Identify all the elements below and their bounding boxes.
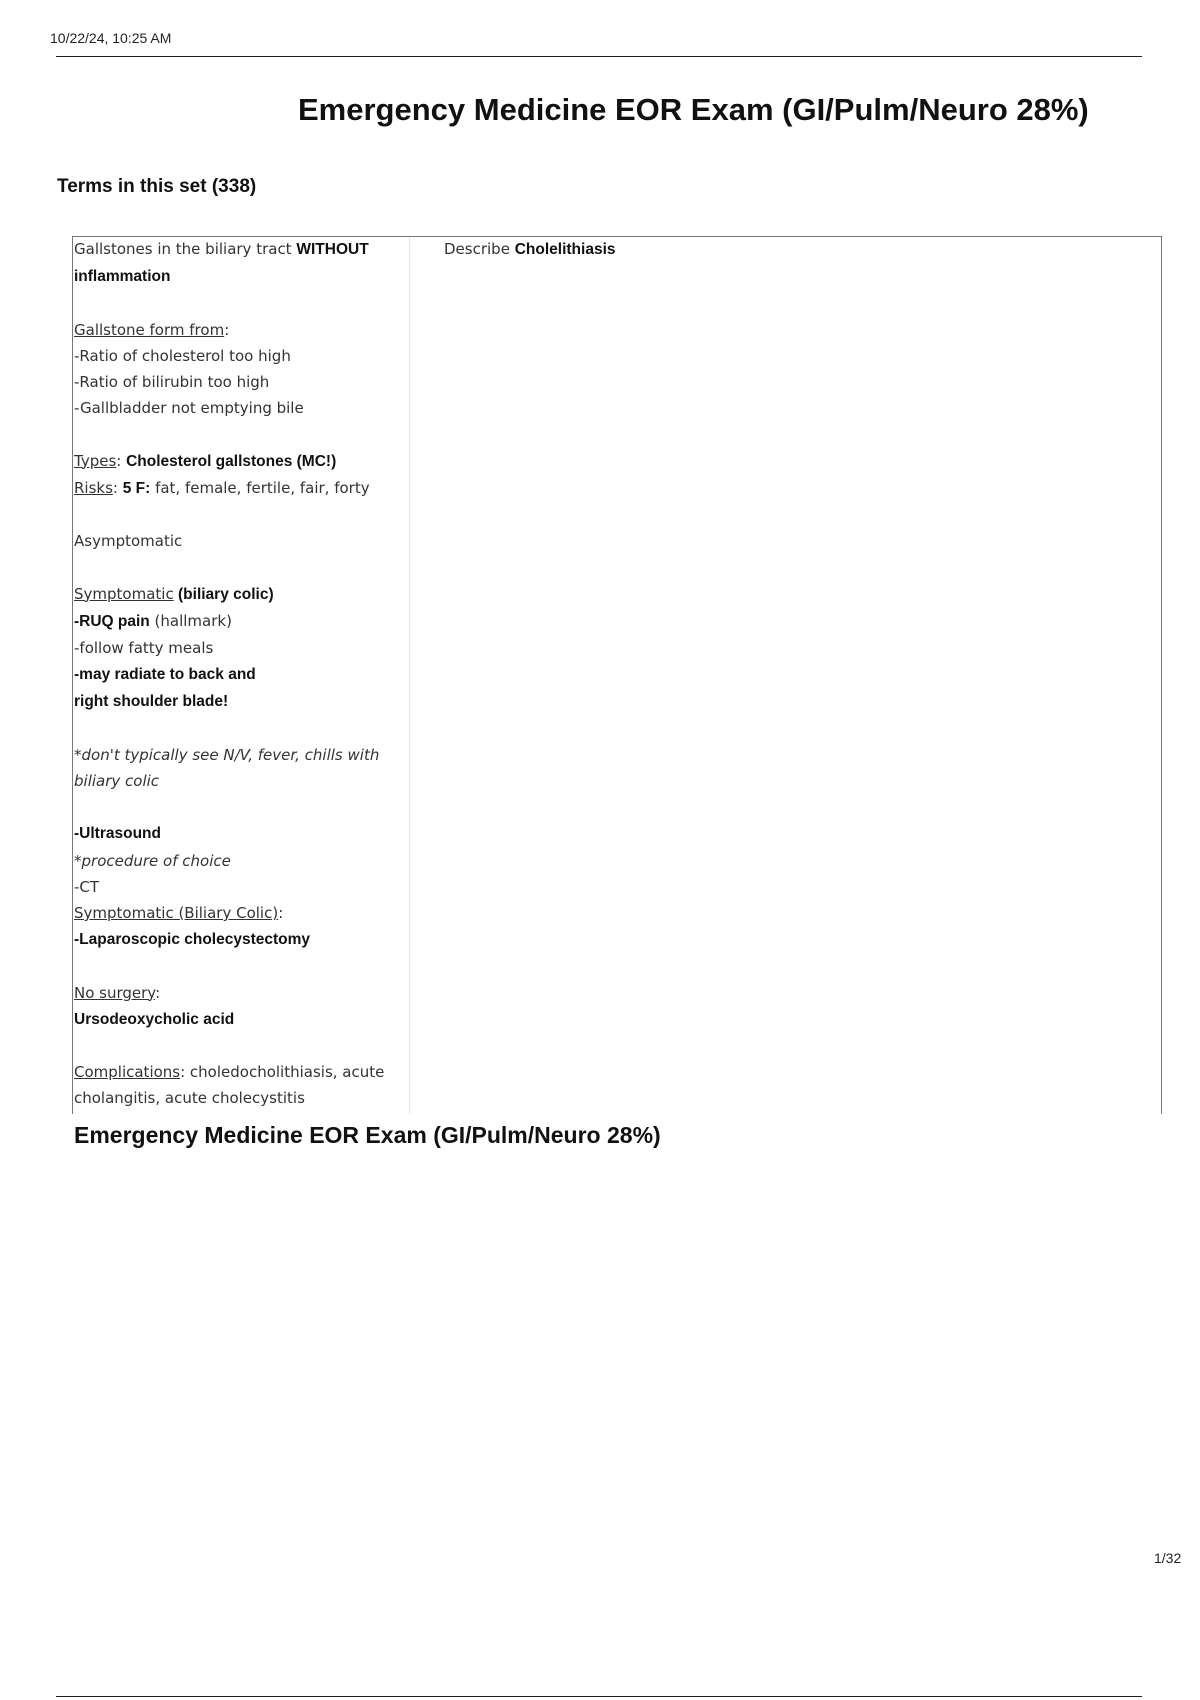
definition-line: -Ratio of bilirubin too high	[74, 373, 270, 391]
subheading-complications: Complications	[74, 1063, 181, 1082]
page-title: Emergency Medicine EOR Exam (GI/Pulm/Neuro 28%)	[298, 92, 1089, 127]
definition-emphasis: -may radiate to back and	[74, 666, 256, 684]
terms-count-heading: Terms in this set (338)	[57, 176, 257, 197]
definition-line: -Gallbladder not emptying bile	[74, 399, 304, 418]
definition-emphasis: (biliary colic)	[173, 585, 274, 603]
definition-line: -CT	[74, 877, 100, 896]
definition-emphasis: right shoulder blade!	[74, 693, 229, 711]
definition-line: cholangitis, acute cholecystitis	[74, 1089, 305, 1108]
flashcard-term	[444, 236, 616, 263]
subheading-gallstone-formation: Gallstone form from	[74, 320, 225, 339]
term-prefix: Describe	[444, 240, 510, 258]
definition-line: -follow fatty meals	[74, 638, 214, 657]
subheading-risks: Risks	[74, 478, 113, 497]
term-name: Cholelithiasis	[514, 241, 616, 258]
header-rule	[56, 56, 1142, 57]
definition-emphasis: Cholesterol gallstones (MC!)	[126, 452, 337, 470]
definition-text: Gallstones in the biliary tract	[74, 240, 292, 258]
definition-line: Asymptomatic	[74, 532, 183, 551]
definition-emphasis: WITHOUT	[296, 241, 369, 258]
definition-emphasis: Ursodeoxycholic acid	[74, 1010, 235, 1028]
definition-emphasis: inflammation	[74, 268, 171, 286]
subheading-no-surgery: No surgery	[74, 983, 156, 1002]
definition-emphasis: -Ultrasound	[74, 825, 161, 843]
section-title: Emergency Medicine EOR Exam (GI/Pulm/Neuro 28%)	[74, 1122, 661, 1148]
definition-emphasis: -Laparoscopic cholecystectomy	[74, 931, 311, 949]
definition-emphasis: 5 F:	[122, 479, 151, 497]
definition-line: -Ratio of cholesterol too high	[74, 346, 291, 365]
definition-emphasis: -RUQ pain	[74, 612, 150, 630]
flashcard-definition: Gallstones in the biliary tract WITHOUT inflammation Gallstone form from: -Ratio of cholesterol too high -Ratio of bilirubin too high -Gallbladder not emptying bile Types: Cholesterol gallstones (MC!) Risks: 5 F: fat, female, fertile, fair, forty Asymptomatic Symptomatic (biliary colic) -RUQ pain (hallmark) -follow fatty meals -may radiate to back and right shoulder blade! *don't typically see N/V, fever, chills with biliary colic -Ultrasound *procedure of choice -CT Symptomatic (Biliary Colic): -Laparoscopic cholecystectomy No surgery: Ursodeoxycholic acid Complications: choledocholithiasis, acute cholangitis, acute cholecystitis	[74, 236, 404, 1112]
footer-rule	[56, 1696, 1142, 1697]
definition-note: *procedure of choice	[74, 851, 231, 870]
subheading-types: Types	[74, 451, 117, 470]
subheading-symptomatic: Symptomatic	[74, 584, 174, 603]
flashcard-column-divider	[409, 237, 410, 1114]
page-number: 1/32	[1154, 1550, 1182, 1566]
definition-note: *don't typically see N/V, fever, chills with	[74, 745, 380, 764]
subheading-symptomatic-biliary-colic: Symptomatic (Biliary Colic)	[74, 903, 279, 922]
definition-note: biliary colic	[74, 771, 160, 790]
print-timestamp: 10/22/24, 10:25 AM	[50, 30, 172, 46]
